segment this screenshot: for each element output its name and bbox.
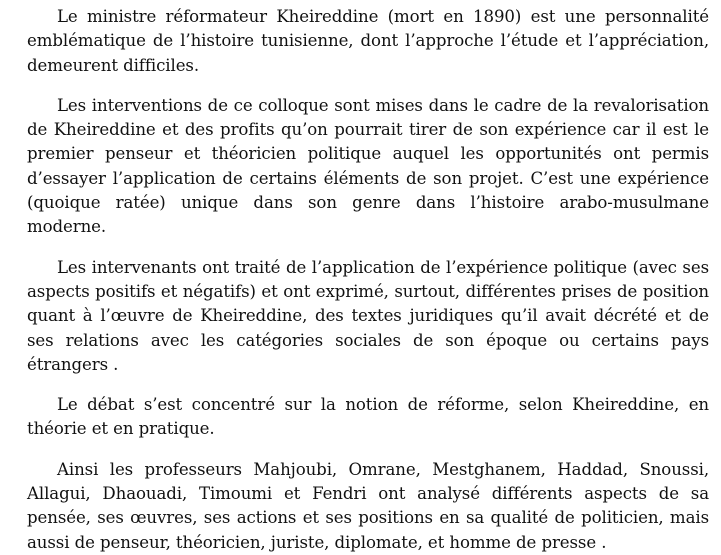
paragraph-professeurs: Ainsi les professeurs Mahjoubi, Omrane, Mestghanem, Haddad, Snoussi, Allagui, Dhaouadi, Timoumi et Fendri ont analysé différents aspects de sa pensée, ses œuvres, ses actions et ses positions en sa qualité de politicien, mais aussi de penseur, théoricien, juriste, diplomate, et homme de presse .	[27, 459, 709, 552]
paragraph-debat: Le débat s’est concentré sur la notion de réforme, selon Kheireddine, en théorie et en pratique.	[27, 395, 709, 439]
paragraph-intro: Le ministre réformateur Kheireddine (mort en 1890) est une personnalité emblématique de l’histoire tunisienne, dont l’approche l’étude et l’appréciation, demeurent difficiles.	[27, 7, 709, 75]
paragraph-intervenants: Les intervenants ont traité de l’application de l’expérience politique (avec ses aspects positifs et négatifs) et ont exprimé, surtout, différentes prises de position quant à l’œuvre de Kheireddine, des textes juridiques qu’il avait décrété et de ses relations avec les catégories sociales de son époque ou certains pays étrangers .	[27, 257, 709, 374]
paragraph-interventions: Les interventions de ce colloque sont mises dans le cadre de la revalorisation de Kheireddine et des profits qu’on pourrait tirer de son expérience car il est le premier penseur et théoricien politique auquel les opportunités ont permis d’essayer l’application de certains éléments de son projet. C’est une expérience (quoique ratée) unique dans son genre dans l’histoire arabo-musulmane moderne.	[27, 95, 709, 237]
